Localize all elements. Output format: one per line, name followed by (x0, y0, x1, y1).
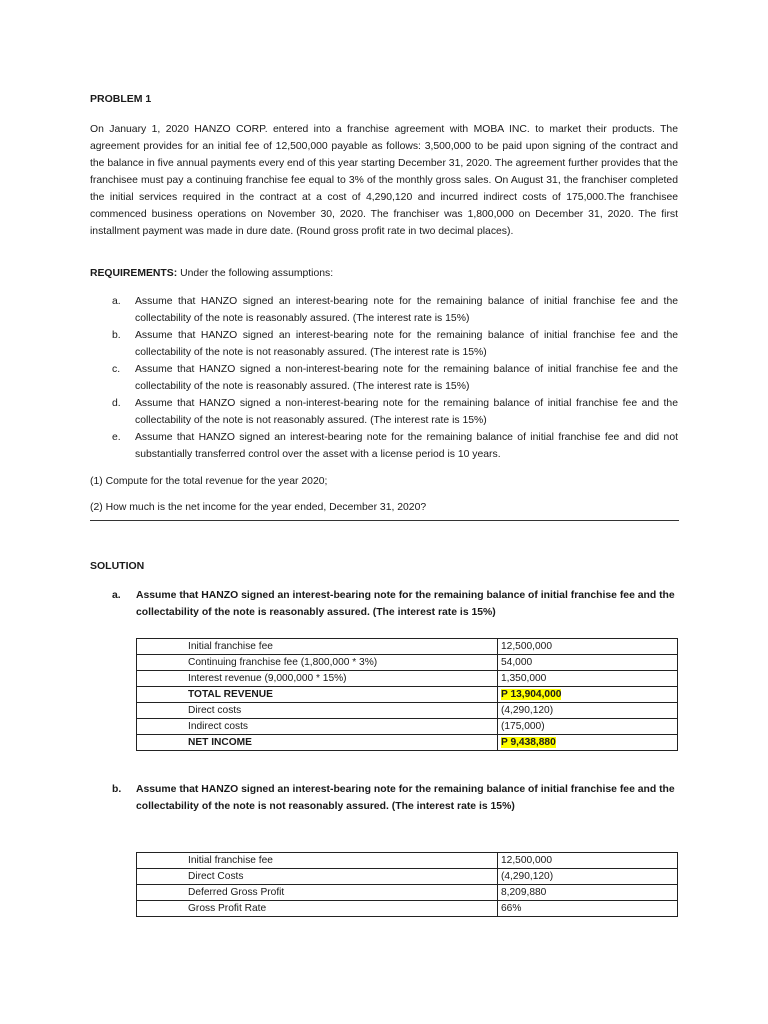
table-row (137, 639, 678, 655)
row-label: Interest revenue (9,000,000 * 15%) (137, 671, 498, 687)
row-value: 12,500,000 (498, 853, 678, 869)
solution-b-table (136, 852, 678, 917)
solution-title: SOLUTION (90, 560, 145, 572)
row-value: 66% (498, 901, 678, 917)
table-row (137, 655, 678, 671)
section-divider (90, 520, 679, 521)
row-label: Direct Costs (137, 869, 498, 885)
requirements-line (90, 268, 333, 279)
assumption-text: Assume that HANZO signed a non-interest-bearing note for the remaining balance of initial franchise fee and the collectability of the note is reasonably assured. (The interest rate is 15%) (135, 364, 678, 392)
requirements-label: REQUIREMENTS: (90, 268, 178, 279)
assumption-text: Assume that HANZO signed an interest-bearing note for the remaining balance of initial franchise fee and did not substantially transferred control over the asset with a license period is 10 years. (135, 432, 678, 460)
solution-a-heading (90, 587, 678, 621)
row-label: Continuing franchise fee (1,800,000 * 3%) (137, 655, 498, 671)
assumption-text: Assume that HANZO signed an interest-bearing note for the remaining balance of initial franchise fee and the collectability of the note is reasonably assured. (The interest rate is 15%) (135, 296, 678, 324)
table-row (137, 901, 678, 917)
row-label: Gross Profit Rate (137, 901, 498, 917)
solution-b-heading (90, 781, 678, 815)
row-value-highlighted (498, 687, 678, 703)
assumption-marker: e. (112, 432, 121, 443)
row-value: (175,000) (498, 719, 678, 735)
solution-b-text: Assume that HANZO signed an interest-bearing note for the remaining balance of initial franchise fee and the collectability of the note is not reasonably assured. (The interest rate is 15%) (136, 784, 675, 812)
assumption-item (90, 327, 678, 361)
assumption-text: Assume that HANZO signed an interest-bearing note for the remaining balance of initial franchise fee and the collectability of the note is not reasonably assured. (The interest rate is 15%) (135, 330, 678, 358)
solution-a-marker: a. (112, 590, 121, 601)
table-row (137, 885, 678, 901)
table-row (137, 719, 678, 735)
net-income-value: P 9,438,880 (501, 737, 556, 748)
row-label: Direct costs (137, 703, 498, 719)
total-revenue-row (137, 687, 678, 703)
assumption-marker: b. (112, 330, 121, 341)
row-value: (4,290,120) (498, 869, 678, 885)
row-label: Indirect costs (137, 719, 498, 735)
assumption-text: Assume that HANZO signed a non-interest-bearing note for the remaining balance of initial franchise fee and the collectability of the note is not reasonably assured. (The interest rate is 15%) (135, 398, 678, 426)
assumption-item (90, 429, 678, 463)
total-revenue-value: P 13,904,000 (501, 689, 562, 700)
table-row (137, 853, 678, 869)
assumption-marker: a. (112, 296, 121, 307)
requirements-text: Under the following assumptions: (180, 268, 334, 279)
row-label: Initial franchise fee (137, 639, 498, 655)
net-income-row (137, 735, 678, 751)
row-label: TOTAL REVENUE (137, 687, 498, 703)
row-value: 8,209,880 (498, 885, 678, 901)
solution-b-marker: b. (112, 784, 122, 795)
question-1: (1) Compute for the total revenue for the year 2020; (90, 476, 328, 487)
row-label: Deferred Gross Profit (137, 885, 498, 901)
table-row (137, 671, 678, 687)
assumption-marker: d. (112, 398, 121, 409)
solution-a-table (136, 638, 678, 751)
row-value-highlighted (498, 735, 678, 751)
question-2: (2) How much is the net income for the year ended, December 31, 2020? (90, 502, 427, 513)
assumptions-list (90, 293, 678, 463)
assumption-item (90, 293, 678, 327)
solution-a-text: Assume that HANZO signed an interest-bearing note for the remaining balance of initial franchise fee and the collectability of the note is reasonably assured. (The interest rate is 15%) (136, 590, 675, 618)
problem-title: PROBLEM 1 (90, 93, 152, 105)
assumption-item (90, 395, 678, 429)
row-value: 54,000 (498, 655, 678, 671)
table-row (137, 703, 678, 719)
row-value: 12,500,000 (498, 639, 678, 655)
row-label: Initial franchise fee (137, 853, 498, 869)
row-label: NET INCOME (137, 735, 498, 751)
problem-paragraph: On January 1, 2020 HANZO CORP. entered into a franchise agreement with MOBA INC. to market their products. The agreement provides for an initial fee of 12,500,000 payable as follows: 3,500,000 to be paid upon signing of the contract and the balance in five annual payments every end of this year starting December 31, 2020. The agreement further provides that the franchisee must pay a continuing franchise fee equal to 3% of the monthly gross sales. On August 31, the franchiser completed the initial services required in the contract at a cost of 4,290,120 and incurred indirect costs of 175,000.The franchisee commenced business operations on November 30, 2020. The franchiser was 1,800,000 on December 31, 2020. The first installment payment was made in dure date. (Round gross profit rate in two decimal places). (90, 124, 678, 237)
row-value: (4,290,120) (498, 703, 678, 719)
table-row (137, 869, 678, 885)
assumption-marker: c. (112, 364, 121, 375)
row-value: 1,350,000 (498, 671, 678, 687)
assumption-item (90, 361, 678, 395)
